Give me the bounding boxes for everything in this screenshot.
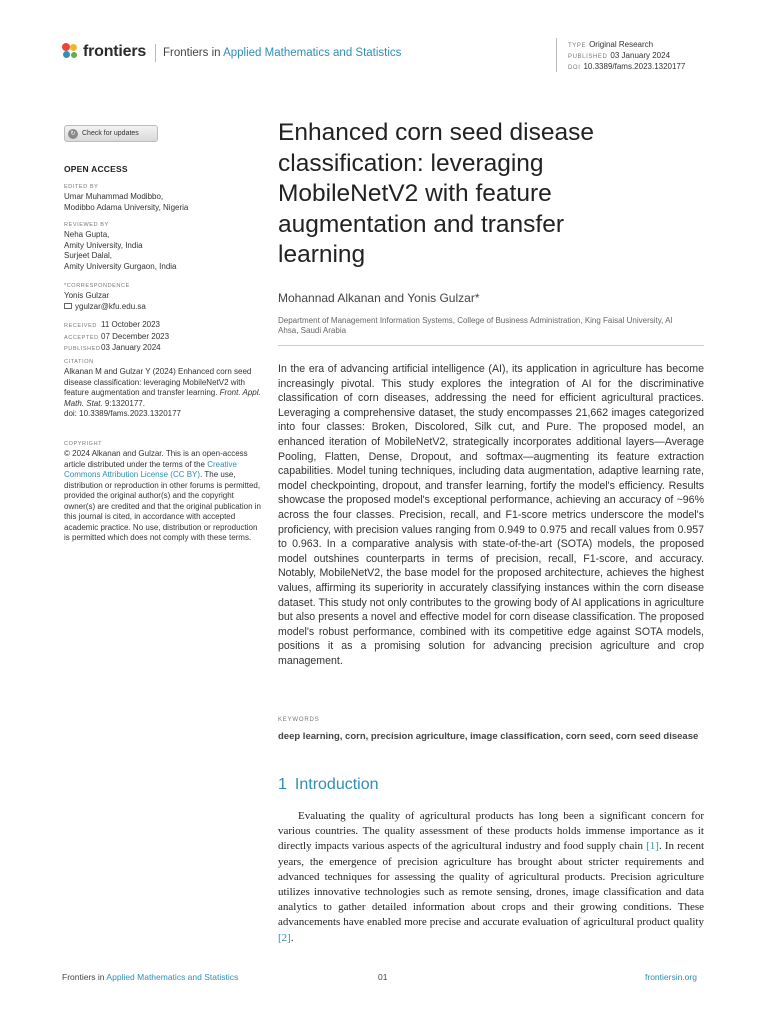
accepted-date: 07 December 2023 [101, 331, 170, 341]
published-value: 03 January 2024 [610, 51, 671, 60]
copyright-text [64, 449, 264, 544]
check-updates-button[interactable] [64, 125, 158, 142]
intro-text-1: Evaluating the quality of agricultural products has long been a significant concern for various countries. The quality assessment of these products holds immense importance as it directly impacts various aspects of the agricultural industry and food supply chain [278, 810, 704, 853]
type-value: Original Research [589, 40, 654, 49]
journal-name[interactable]: Applied Mathematics and Statistics [223, 47, 402, 59]
citation-ref-2[interactable]: [2] [278, 931, 291, 944]
mail-icon [64, 303, 72, 309]
footer-journal[interactable] [62, 972, 238, 982]
published-row [64, 343, 264, 355]
received-row [64, 320, 264, 332]
accepted-label: ACCEPTED [64, 334, 99, 341]
citation-journal: Front. Appl. Math. Stat. [64, 388, 261, 408]
journal-prefix: Frontiers in [163, 47, 221, 59]
check-updates-label: Check for updates [82, 130, 139, 137]
copyright-pre: © 2024 Alkanan and Gulzar. This is an open-access article distributed under the terms of the [64, 449, 248, 469]
edited-by-label: EDITED BY [64, 184, 99, 190]
introduction-paragraph [278, 809, 704, 946]
article-authors[interactable]: Mohannad Alkanan and Yonis Gulzar* [278, 291, 480, 305]
type-label: TYPE [568, 43, 587, 49]
keywords: deep learning, corn, precision agriculture, image classification, corn seed, corn seed disease [278, 731, 699, 742]
author-affiliation: Department of Management Information Systems, College of Business Administration, King Faisal University, Al Ahsa, Saudi Arabia [278, 316, 673, 335]
intro-text-2: . In recent years, the emergence of precision agriculture has brought about stricter requirements and advanced techniques for assessing the quality of agricultural products. Precision agriculture utilizes innovative technologies such as remote sensing, drones, image classification and data analytics to gather detailed information about crops and their growing conditions. These advancements have enabled more precise and accurate evaluation of agricultural product quality [278, 840, 705, 929]
reviewer-affiliation: Amity University Gurgaon, India [64, 261, 177, 271]
copyright-block [64, 440, 264, 544]
doi[interactable] [568, 62, 685, 73]
footer-site-link[interactable]: frontiersin.org [645, 972, 697, 982]
refresh-icon: ↻ [68, 129, 78, 139]
published-label: PUBLISHED [568, 54, 608, 60]
reviewed-by-label: REVIEWED BY [64, 222, 109, 228]
citation-text [64, 367, 264, 420]
received-label: RECEIVED [64, 323, 97, 329]
dates-block [64, 320, 264, 355]
citation-body: Alkanan M and Gulzar Y (2024) Enhanced corn seed disease classification: leveraging MobileNetV2 with feature augmentation and transfer learning. [64, 367, 252, 397]
citation-ref-1[interactable]: [1] [646, 840, 659, 853]
reviewer-name: Neha Gupta, [64, 230, 110, 239]
copyright-label: COPYRIGHT [64, 441, 103, 447]
published-date [568, 51, 670, 62]
received-date: 11 October 2023 [101, 320, 161, 329]
reviewer-affiliation: Amity University, India [64, 240, 143, 250]
meta-rule [556, 38, 557, 72]
title-divider [278, 345, 704, 346]
journal-title[interactable] [163, 47, 401, 59]
sidebar-published-date: 03 January 2024 [101, 343, 161, 352]
copyright-post: . The use, distribution or reproduction in other forums is permitted, provided the original author(s) and the copyright owner(s) are credited and that the original publication in this journal is cited, in accordance with accepted academic practice. No use, distribution or reproduction is permitted which does not comply with these terms. [64, 470, 262, 542]
article-type [568, 40, 653, 51]
footer-journal-name[interactable]: Applied Mathematics and Statistics [106, 972, 239, 982]
abstract: In the era of advancing artificial intelligence (AI), its application in agriculture has become increasingly pivotal. This study explores the integration of AI for the discriminative classification of corn diseases, addressing the need for efficient agricultural practices. Leveraging a comprehensive dataset, the study encompasses 21,662 images categorized into four classes: Broken, Discolored, Silk cut, and Pure. The proposed model, an enhanced iteration of MobileNetV2, strategically incorporates additional layers—Average Pooling, Flatten, Dense, Dropout, and softmax—augmenting its feature extraction capabilities. Model tuning techniques, including data augmentation, adaptive learning rate, model checkpointing, dropout, and transfer learning, fortify the model's efficiency. Results showcase the proposed model's exceptional performance, achieving an accuracy of ~96% across the four classes. Precision, recall, and F1-score metrics underscore the model's proficiency, with precision values ranging from 0.949 to 0.975 and recall values from 0.957 to 0.963. In a comparative analysis with state-of-the-art (SOTA) models, the proposed model outshines counterparts in terms of precision, recall, F1-score, and accuracy. Notably, MobileNetV2, the base model for the proposed architecture, achieves the highest values, affirming its superiority in accurately classifying instances within the corn disease dataset. This study not only contributes to the growing body of AI applications in agriculture but also presents a novel and effective model for corn disease classification. The proposed model's robust performance, combined with its competitive edge against SOTA models, positions it as a promising solution for advancing precision agriculture and crop management. [278, 363, 704, 667]
brand-name: frontiers [83, 43, 147, 60]
section-heading-introduction [278, 776, 379, 794]
accepted-row [64, 332, 264, 344]
editor-name: Umar Muhammad Modibbo, [64, 192, 164, 201]
header-separator [155, 44, 156, 62]
editor-affiliation: Modibbo Adama University, Nigeria [64, 202, 189, 212]
section-title: Introduction [294, 776, 379, 793]
reviewer-name: Surjeet Dalal, [64, 251, 113, 260]
reviewed-by-block [64, 221, 264, 272]
sidebar-published-label: PUBLISHED [64, 346, 101, 352]
edited-by-block [64, 183, 264, 213]
citation-volume: 9:1320177. [102, 398, 145, 408]
correspondence-email[interactable]: ygulzar@kfu.edu.sa [75, 301, 146, 311]
citation-label: CITATION [64, 359, 94, 365]
correspondence-name: Yonis Gulzar [64, 291, 110, 300]
doi-label: DOI [568, 65, 581, 71]
frontiers-logo-icon [62, 43, 80, 61]
section-number: 1 [278, 776, 287, 793]
footer-journal-prefix: Frontiers in [62, 972, 105, 982]
open-access-label: OPEN ACCESS [64, 164, 128, 174]
page-number: 01 [378, 972, 388, 982]
cc-by-license-link[interactable]: Creative Commons Attribution License (CC BY) [64, 459, 237, 479]
correspondence-email-row[interactable] [64, 302, 264, 313]
correspondence-block [64, 282, 264, 312]
intro-text-3: . [290, 931, 294, 944]
frontiers-logo[interactable] [62, 43, 146, 61]
correspondence-label: *CORRESPONDENCE [64, 283, 130, 289]
doi-value[interactable]: 10.3389/fams.2023.1320177 [583, 62, 686, 71]
keywords-label: KEYWORDS [278, 717, 320, 723]
article-title: Enhanced corn seed disease classification: leveraging MobileNetV2 with feature augmentation and transfer learning [278, 119, 594, 268]
citation-doi[interactable]: doi: 10.3389/fams.2023.1320177 [64, 409, 181, 418]
citation-block [64, 358, 264, 420]
